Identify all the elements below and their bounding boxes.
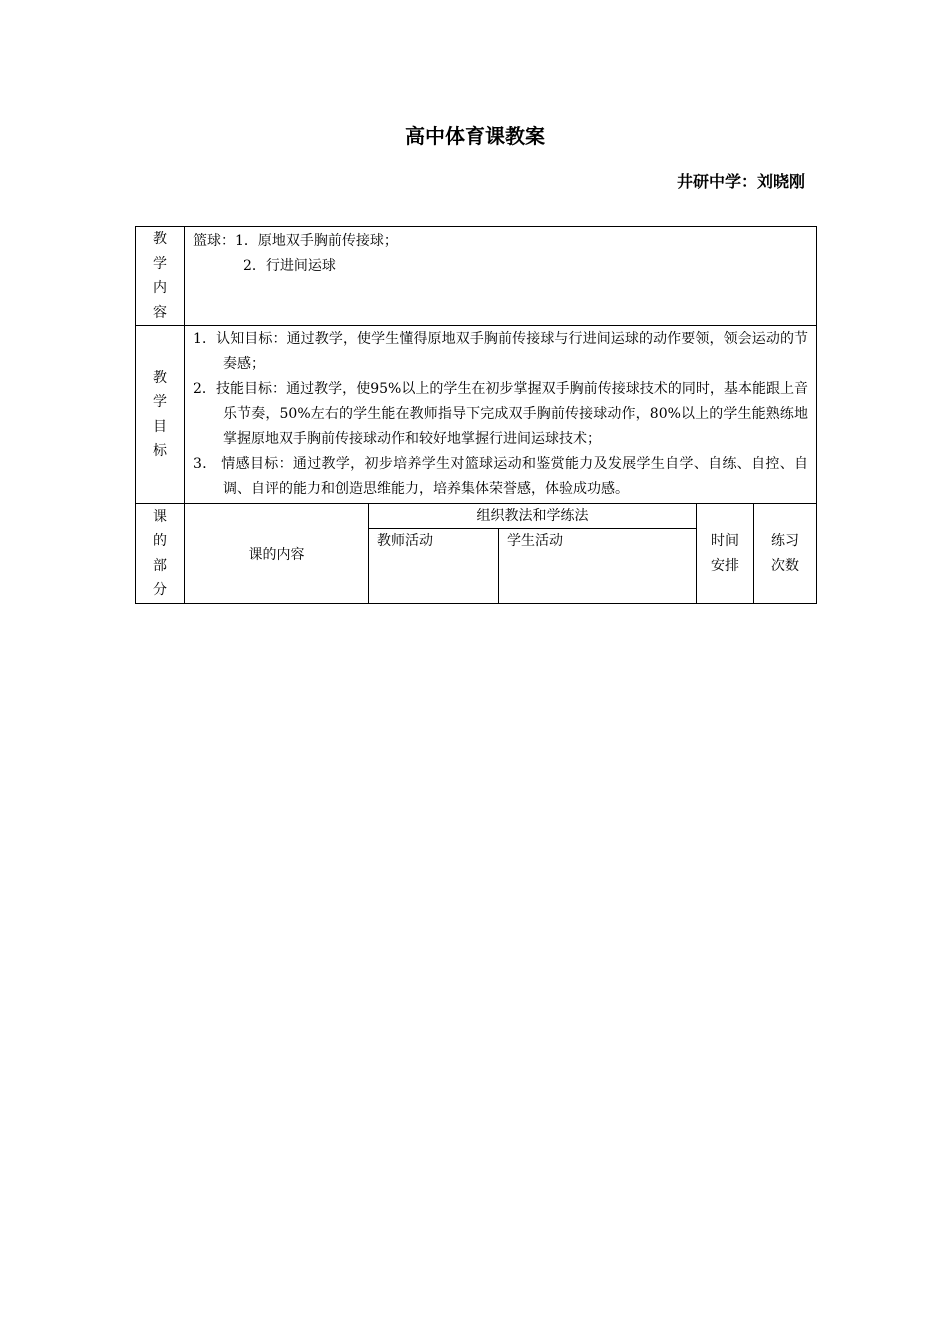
teaching-goals-label: 教 学 目 标 — [136, 326, 185, 504]
teacher-activity-header: 教师活动 — [369, 529, 499, 604]
goal-cognitive: 1．认知目标：通过教学，使学生懂得原地双手胸前传接球与行进间运球的动作要领，领会运动的节奏感； — [193, 331, 809, 372]
org-method-header: 组织教法和学练法 — [369, 504, 697, 529]
author-line: 井研中学：刘晓刚 — [676, 172, 805, 191]
teaching-goals-cell — [185, 326, 817, 504]
header-row-1 — [136, 504, 817, 529]
goal-skill: 2．技能目标：通过教学，使95%以上的学生在初步掌握双手胸前传接球技术的同时，基本能跟上音乐节奏，50%左右的学生能在教师指导下完成双手胸前传接球动作，80%以上的学生能熟练地掌握原地双手胸前传接球动作和较好地掌握行进间运球技术； — [193, 381, 809, 447]
lesson-plan-table — [135, 226, 817, 604]
teaching-content-label: 教 学 内 容 — [136, 227, 185, 326]
teaching-goals-row — [136, 326, 817, 504]
student-activity-header: 学生活动 — [499, 529, 697, 604]
teaching-content-row — [136, 227, 817, 326]
lesson-part-label: 课 的 部 分 — [136, 504, 185, 604]
page-title: 高中体育课教案 — [405, 124, 545, 148]
time-header: 时间 安排 — [697, 504, 754, 604]
content-line: 2．行进间运球 — [243, 257, 336, 274]
content-line: 篮球：1．原地双手胸前传接球； — [193, 233, 398, 249]
goal-affective: 3． 情感目标：通过教学，初步培养学生对篮球运动和鉴赏能力及发展学生自学、自练、自控、自调、自评的能力和创造思维能力，培养集体荣誉感，体验成功感。 — [193, 456, 809, 497]
teaching-content-cell — [185, 227, 817, 326]
lesson-content-header: 课的内容 — [185, 504, 369, 604]
practice-count-header: 练习 次数 — [754, 504, 817, 604]
